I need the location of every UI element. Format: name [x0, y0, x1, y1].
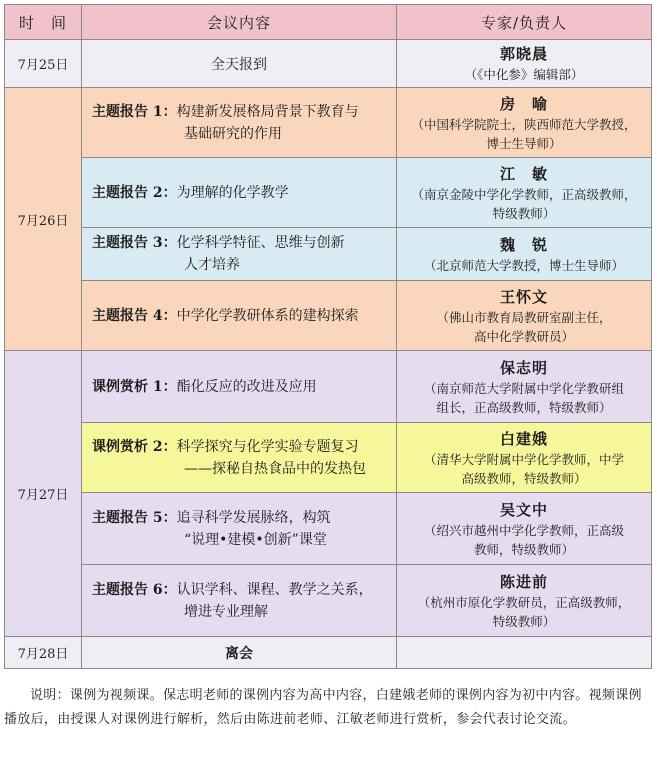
expert-cell	[397, 40, 652, 88]
date-cell: 7月28日	[5, 637, 82, 669]
item-title-cont: 增进专业理解	[184, 603, 268, 620]
item-title: 科学探究与化学实验专题复习	[176, 438, 359, 455]
content-cell	[82, 493, 397, 565]
header-time: 时 间	[5, 5, 82, 40]
item-label: 主题报告 6：	[92, 581, 177, 598]
expert-cell	[397, 423, 652, 493]
expert-cell	[397, 565, 652, 637]
header-expert: 专家/负责人	[397, 5, 652, 40]
schedule-table	[4, 4, 652, 669]
expert-cell	[397, 158, 652, 228]
expert-name: 保志明	[499, 358, 548, 377]
item-title: 化学科学特征、思维与创新	[176, 235, 345, 251]
table-row	[5, 637, 652, 669]
item-label: 主题报告 1：	[92, 103, 177, 120]
table-row	[5, 88, 652, 158]
expert-desc: 高级教师，特级教师）	[461, 470, 587, 486]
content-cell	[82, 423, 397, 493]
date-cell: 7月26日	[5, 88, 82, 351]
table-row	[5, 423, 652, 493]
expert-name: 郭晓晨	[499, 45, 548, 63]
content-cell	[82, 351, 397, 423]
table-row	[5, 565, 652, 637]
content-cell	[82, 565, 397, 637]
content-cell: 全天报到	[82, 40, 397, 88]
expert-desc: 高中化学教研员）	[473, 328, 574, 344]
item-title: 认识学科、课程、教学之关系，	[176, 581, 373, 598]
expert-desc: 特级教师）	[492, 205, 556, 221]
expert-desc: （中国科学院院士，陕西师范大学教授，	[411, 116, 637, 132]
item-label: 课例赏析 2：	[92, 438, 177, 455]
item-title-cont: “说理•建模•创新”课堂	[184, 531, 327, 548]
item-title: 为理解的化学教学	[176, 184, 289, 201]
expert-desc: 教师，特级教师）	[473, 541, 574, 557]
header-content: 会议内容	[82, 5, 397, 40]
expert-cell	[397, 351, 652, 423]
expert-name: 陈进前	[499, 572, 548, 591]
item-label: 主题报告 3：	[92, 235, 177, 251]
expert-name: 白建娥	[499, 429, 548, 448]
expert-desc: （绍兴市越州中学化学教师，正高级	[423, 522, 624, 538]
table-row	[5, 493, 652, 565]
item-label: 主题报告 2：	[92, 184, 177, 201]
content-cell	[82, 228, 397, 281]
expert-desc: 博士生导师）	[486, 135, 562, 151]
expert-name: 吴文中	[499, 500, 548, 519]
expert-cell	[397, 493, 652, 565]
expert-cell	[397, 281, 652, 351]
expert-desc: （南京师范大学附属中学化学教研组	[423, 380, 624, 396]
item-title-cont: 人才培养	[184, 257, 240, 273]
table-row	[5, 40, 652, 88]
expert-name: 江 敏	[499, 164, 548, 183]
table-row	[5, 351, 652, 423]
content-cell	[82, 158, 397, 228]
content-cell	[82, 281, 397, 351]
expert-desc: （佛山市教育局教研室副主任，	[436, 309, 612, 325]
table-header	[5, 5, 652, 40]
expert-name: 王怀文	[499, 287, 548, 306]
table-row	[5, 158, 652, 228]
expert-desc: 组长，正高级教师，特级教师）	[436, 399, 612, 415]
expert-desc: 特级教师）	[492, 613, 556, 629]
expert-desc: （清华大学附属中学化学教师，中学	[423, 451, 624, 467]
date-cell: 7月27日	[5, 351, 82, 637]
content-cell	[82, 88, 397, 158]
expert-cell	[397, 637, 652, 669]
expert-name: 魏 锐	[499, 235, 548, 254]
expert-desc: （《中化参》编辑部）	[464, 67, 584, 82]
expert-desc: （北京师范大学教授，博士生导师）	[423, 257, 624, 273]
item-label: 主题报告 4：	[92, 307, 177, 324]
table-row	[5, 281, 652, 351]
expert-name: 房 喻	[499, 94, 548, 113]
item-title-cont: 基础研究的作用	[184, 125, 282, 142]
date-cell: 7月25日	[5, 40, 82, 88]
item-title-cont: ——探秘自热食品中的发热包	[184, 460, 366, 477]
table-row	[5, 228, 652, 281]
footnote: 说明：课例为视频课。保志明老师的课例内容为高中内容，白建娥老师的课例内容为初中内容。视频课例播放后，由授课人对课例进行解析，然后由陈进前老师、江敏老师进行赏析，参会代表讨论交流。	[4, 688, 642, 727]
expert-cell	[397, 88, 652, 158]
item-title: 中学化学教研体系的建构探索	[176, 307, 359, 324]
expert-desc: （杭州市原化学教研员，正高级教师，	[417, 594, 631, 610]
content-cell: 离会	[82, 637, 397, 669]
item-label: 主题报告 5：	[92, 509, 177, 526]
item-title: 追寻科学发展脉络，构筑	[176, 509, 331, 526]
expert-desc: （南京金陵中学化学教师，正高级教师，	[411, 186, 637, 202]
expert-cell	[397, 228, 652, 281]
item-label: 课例赏析 1：	[92, 378, 177, 395]
item-title: 构建新发展格局背景下教育与	[176, 103, 359, 120]
item-title: 酯化反应的改进及应用	[176, 378, 317, 395]
